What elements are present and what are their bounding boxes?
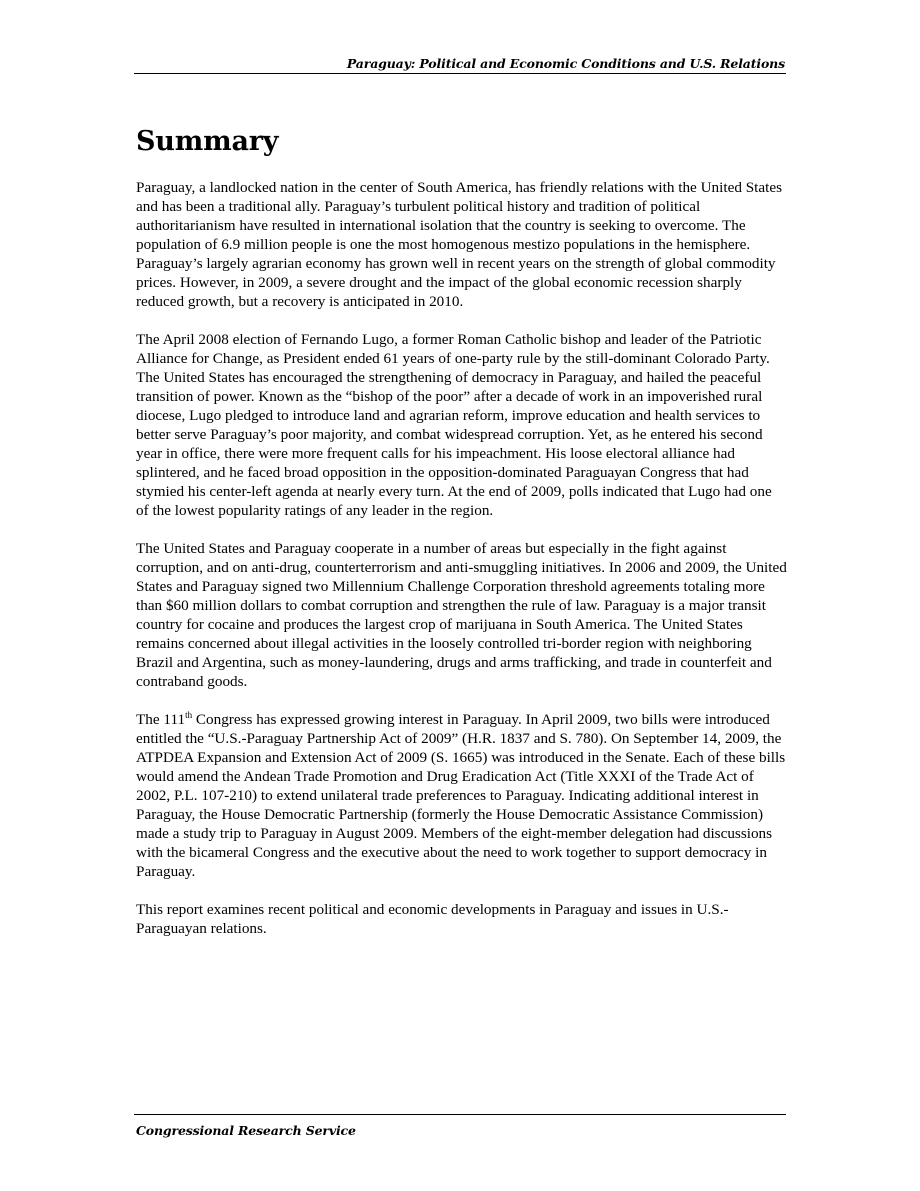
- ordinal-superscript: th: [185, 709, 193, 720]
- congress-paragraph-lead: The 111: [136, 711, 186, 728]
- paragraph-us-cooperation: The United States and Paraguay cooperate in a number of areas but especially in the fight against corruption, and on anti-drug, counterterrorism and anti-smuggling initiatives. In 2006 and 2009, the United States and Paraguay signed two Millennium Challenge Corporation threshold agreements totaling more than $60 million dollars to combat corruption and strengthen the rule of law. Paraguay is a major transit country for cocaine and produces the largest crop of marijuana in South America. The United States remains concerned about illegal activities in the loosely controlled tri-border region with neighboring Brazil and Argentina, such as money-laundering, drugs and arms trafficking, and trade in counterfeit and contraband goods.: [136, 540, 787, 690]
- section-heading: Summary: [136, 126, 279, 157]
- running-header: [134, 55, 786, 74]
- congress-paragraph-rest: Congress has expressed growing interest in Paraguay. In April 2009, two bills were introduced entitled the “U.S.-Paraguay Partnership Act of 2009” (H.R. 1837 and S. 780). On September 14, 2009, the ATPDEA Expansion and Extension Act of 2009 (S. 1665) was introduced in the Senate. Each of these bills would amend the Andean Trade Promotion and Drug Eradication Act (Title XXXI of the Trade Act of 2002, P.L. 107-210) to extend unilateral trade preferences to Paraguay. Indicating additional interest in Paraguay, the House Democratic Partnership (formerly the House Democratic Assistance Commission) made a study trip to Paraguay in August 2009. Members of the eight-member delegation had discussions with the bicameral Congress and the executive about the need to work together to support democracy in Paraguay.: [136, 711, 786, 880]
- summary-body: [136, 178, 788, 957]
- paragraph-overview: Paraguay, a landlocked nation in the center of South America, has friendly relations with the United States and has been a traditional ally. Paraguay’s turbulent political history and tradition of political authoritarianism have resulted in international isolation that the country is seeking to overcome. The population of 6.9 million people is one the most homogenous mestizo populations in the hemisphere. Paraguay’s largely agrarian economy has grown well in recent years on the strength of global commodity prices. However, in 2009, a severe drought and the impact of the global economic recession sharply reduced growth, but a recovery is anticipated in 2010.: [136, 179, 782, 310]
- paragraph-lugo-election: The April 2008 election of Fernando Lugo, a former Roman Catholic bishop and leader of the Patriotic Alliance for Change, as President ended 61 years of one-party rule by the still-dominant Colorado Party. The United States has encouraged the strengthening of democracy in Paraguay, and hailed the peaceful transition of power. Known as the “bishop of the poor” after a decade of work in an impoverished rural diocese, Lugo pledged to introduce land and agrarian reform, improve education and health services to better serve Paraguay’s poor majority, and combat widespread corruption. Yet, as he entered his second year in office, there were more frequent calls for his impeachment. His loose electoral alliance had splintered, and he faced broad opposition in the opposition-dominated Paraguayan Congress that had stymied his center-left agenda at nearly every turn. At the end of 2009, polls indicated that Lugo had one of the lowest popularity ratings of any leader in the region.: [136, 331, 772, 519]
- running-header-title: Paraguay: Political and Economic Conditions and U.S. Relations: [346, 56, 785, 71]
- footer-source: Congressional Research Service: [136, 1123, 356, 1138]
- page-footer: [134, 1114, 786, 1140]
- paragraph-congress-interest: [136, 710, 788, 881]
- paragraph-report-scope: This report examines recent political and economic developments in Paraguay and issues in U.S.-Paraguayan relations.: [136, 901, 729, 937]
